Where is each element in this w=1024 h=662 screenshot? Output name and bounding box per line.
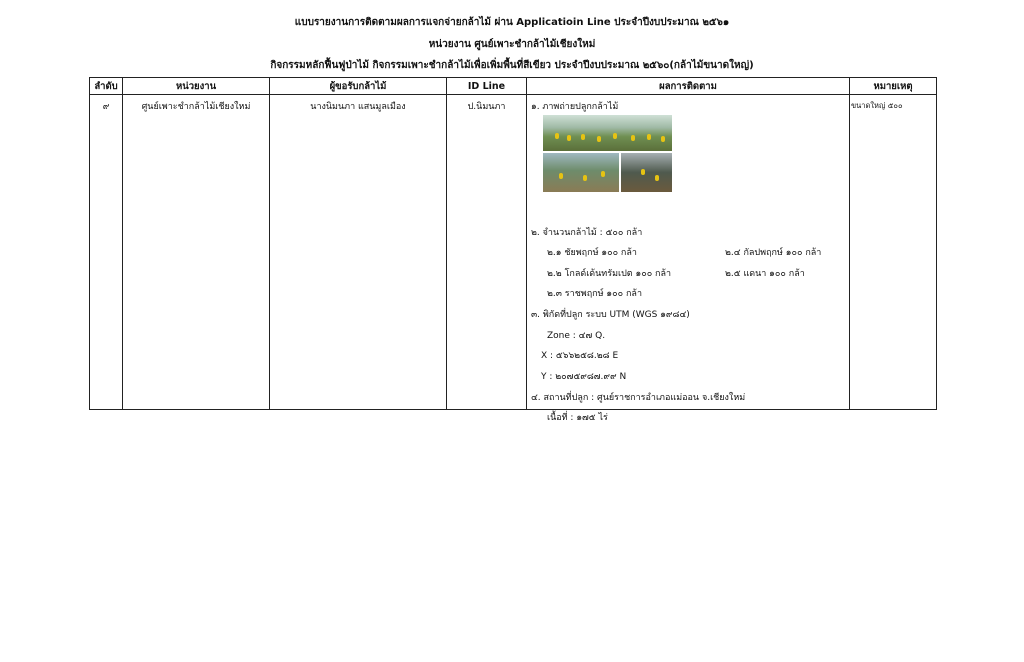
cell-line-id: ป.นิมนภา <box>447 95 527 410</box>
species-2-5: ๒.๕ แดนา ๑๐๐ กล้า <box>725 269 805 279</box>
col-header-line-id: ID Line <box>447 78 527 95</box>
result-item-coordinates: ๓. พิกัดที่ปลูก ระบบ UTM (WGS ๑๙๘๔) <box>531 310 690 320</box>
report-title: แบบรายงานการติดตามผลการแจกจ่ายกล้าไม้ ผ่าน Applicatioin Line ประจำปีงบประมาณ ๒๕๖๑ <box>294 17 730 28</box>
utm-x: X : ๕๖๖๒๕๘.๒๘ E <box>541 351 619 361</box>
species-2-1: ๒.๑ ชัยพฤกษ์ ๑๐๐ กล้า <box>547 248 637 258</box>
planting-area: เนื้อที่ : ๑๗๕ ไร่ <box>547 413 608 423</box>
cell-note: ขนาดใหญ่ ๕๐๐ <box>850 95 937 410</box>
species-2-2: ๒.๒ โกลด์เด้นทรัมเปต ๑๐๐ กล้า <box>547 269 672 279</box>
cell-seq: ๙ <box>90 95 123 410</box>
utm-y: Y : ๒๐๗๕๙๘๗.๙๙ N <box>541 372 627 382</box>
col-header-recipient: ผู้ขอรับกล้าไม้ <box>270 78 447 95</box>
species-2-4: ๒.๔ กัลปพฤกษ์ ๑๐๐ กล้า <box>725 248 822 258</box>
cell-result <box>527 95 850 423</box>
species-2-3: ๒.๓ ราชพฤกษ์ ๑๐๐ กล้า <box>547 289 643 299</box>
col-header-note: หมายเหตุ <box>850 78 937 95</box>
agency-heading: หน่วยงาน ศูนย์เพาะชำกล้าไม้เชียงใหม่ <box>428 39 596 50</box>
utm-zone: Zone : ๔๗ Q. <box>547 331 606 341</box>
planting-photo-closeup <box>621 153 672 192</box>
activity-heading: กิจกรรมหลักฟื้นฟูป่าไม้ กิจกรรมเพาะชำกล้าไม้เพื่อเพิ่มพื้นที่สีเขียว ประจำปีงบประมาณ ๒๕๖๐(กล้าไม้ขนาดใหญ่) <box>270 60 754 71</box>
col-header-seq: ลำดับ <box>90 78 123 95</box>
col-header-result: ผลการติดตาม <box>527 78 850 95</box>
result-item-count: ๒. จำนวนกล้าไม้ : ๕๐๐ กล้า <box>531 228 643 238</box>
result-item-photos: ๑. ภาพถ่ายปลูกกล้าไม้ <box>531 102 619 112</box>
table-row <box>90 95 937 410</box>
report-table <box>89 77 937 423</box>
cell-agency: ศูนย์เพาะชำกล้าไม้เชียงใหม่ <box>123 95 270 410</box>
result-item-location: ๔. สถานที่ปลูก : ศูนย์ราชการอำเภอแม่ออน จ.เชียงใหม่ <box>531 393 746 403</box>
planting-photo-field <box>543 153 619 192</box>
table-header-row <box>90 78 937 95</box>
planting-photos <box>543 115 672 192</box>
col-header-agency: หน่วยงาน <box>123 78 270 95</box>
planting-photo-group <box>543 115 672 151</box>
cell-recipient: นางนิมนภา แสนมูลเมือง <box>270 95 447 410</box>
